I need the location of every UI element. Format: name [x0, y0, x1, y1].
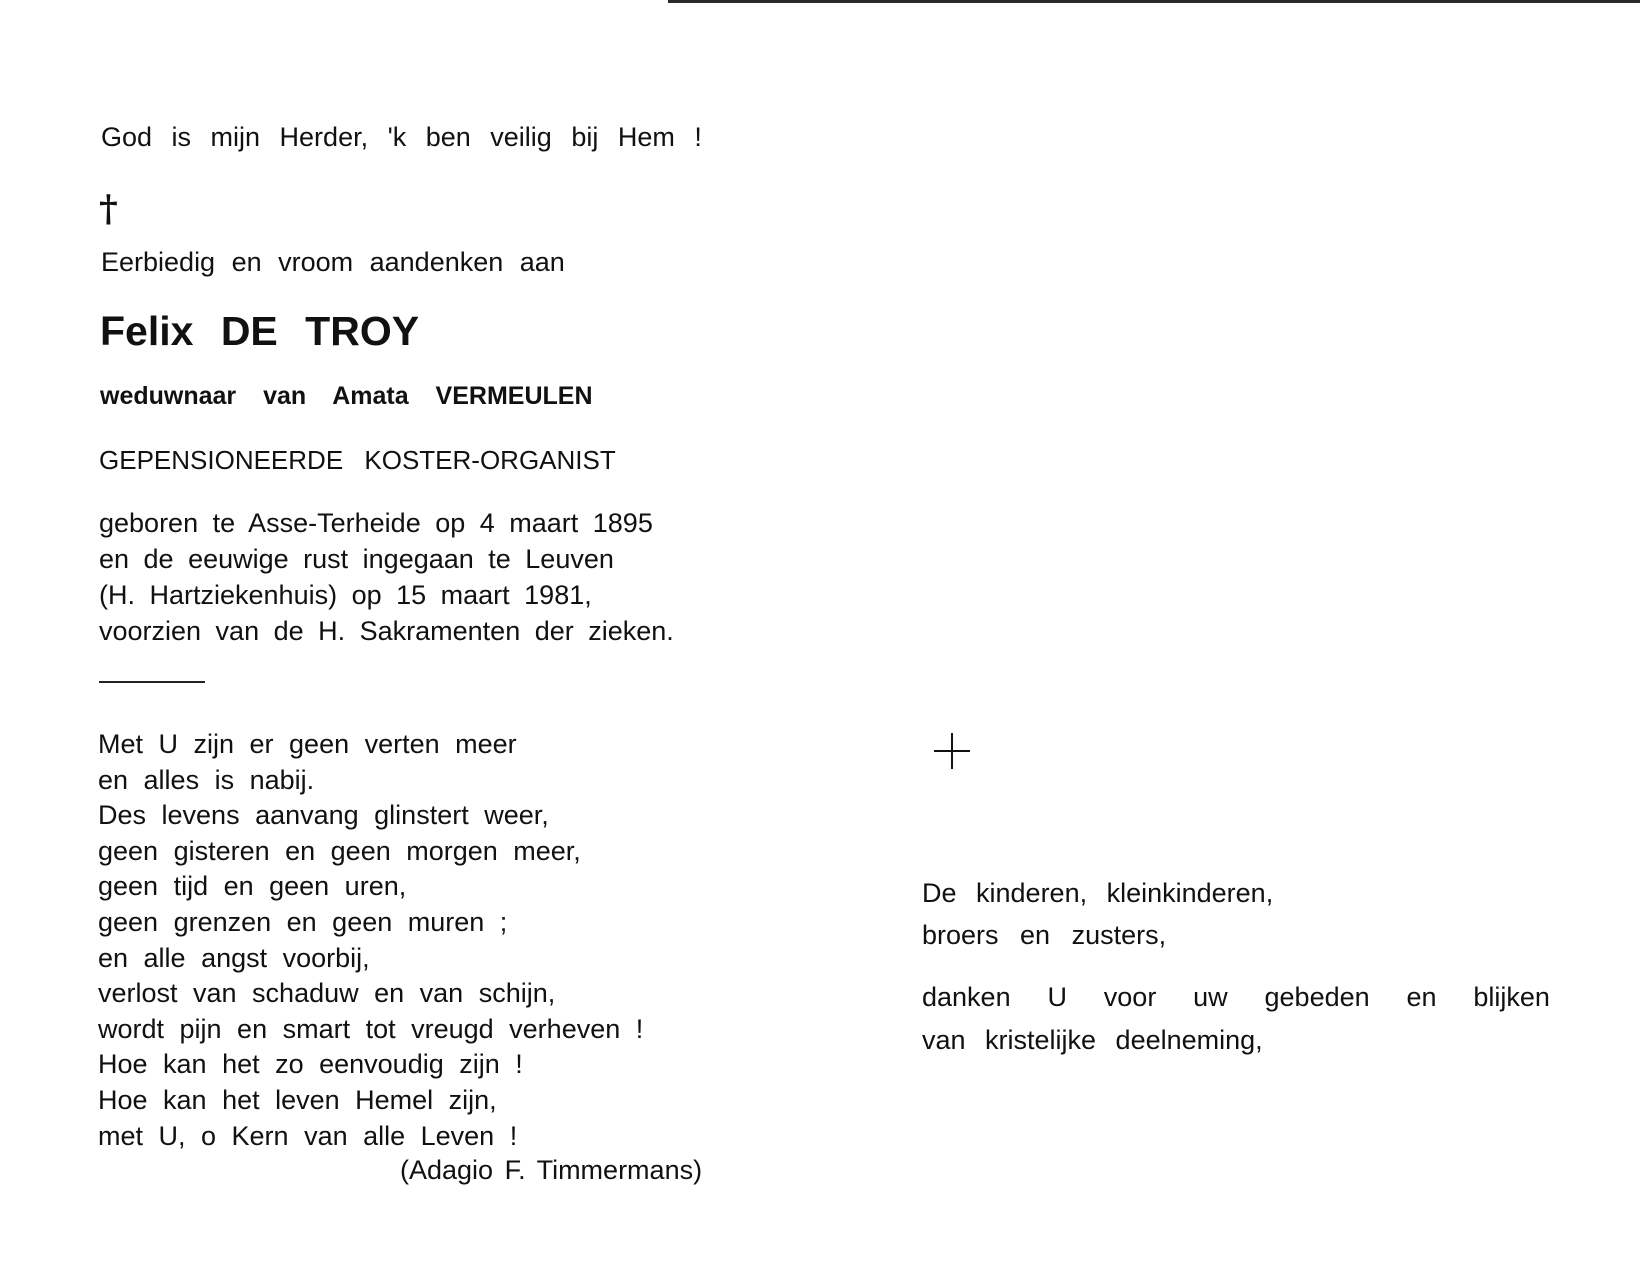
- poem-line: en alle angst voorbij,: [98, 942, 370, 973]
- poem-line: Hoe kan het zo eenvoudig zijn !: [98, 1049, 523, 1080]
- poem-line: verlost van schaduw en van schijn,: [98, 978, 556, 1009]
- thanks-line-1: [922, 984, 1550, 1011]
- dagger-cross-icon: †: [99, 188, 118, 230]
- poem-line: Hoe kan het leven Hemel zijn,: [98, 1084, 497, 1115]
- poem-line: met U, o Kern van alle Leven !: [98, 1120, 518, 1151]
- thanks-word: voor: [1103, 982, 1157, 1012]
- thanks-word: en: [1406, 982, 1437, 1012]
- biography: [99, 505, 674, 649]
- divider-line: [99, 681, 205, 683]
- thanks-word: uw: [1193, 982, 1228, 1012]
- profession: GEPENSIONEERDE KOSTER-ORGANIST: [99, 445, 616, 475]
- deceased-name: Felix DE TROY: [100, 308, 420, 354]
- thanks-line-2: van kristelijke deelneming,: [922, 1025, 1263, 1055]
- poem: [98, 727, 643, 1154]
- cross-icon: [934, 733, 970, 769]
- poem-credit: (Adagio F. Timmermans): [400, 1155, 703, 1185]
- bio-line: geboren te Asse-Terheide op 4 maart 1895: [99, 508, 653, 538]
- card-top-edge: [668, 0, 1640, 3]
- poem-line: Met U zijn er geen verten meer: [98, 729, 517, 759]
- thanks-word: U: [1047, 982, 1067, 1012]
- bio-line: en de eeuwige rust ingegaan te Leuven: [99, 544, 614, 574]
- thanks-word: danken: [922, 982, 1011, 1012]
- poem-line: en alles is nabij.: [98, 764, 315, 795]
- poem-line: geen gisteren en geen morgen meer,: [98, 835, 581, 866]
- intro-text: Eerbiedig en vroom aandenken aan: [101, 247, 565, 277]
- bio-line: voorzien van de H. Sakramenten der zieken.: [99, 616, 674, 646]
- poem-line: Des levens aanvang glinstert weer,: [98, 800, 549, 831]
- poem-line: geen grenzen en geen muren ;: [98, 906, 508, 937]
- bio-line: (H. Hartziekenhuis) op 15 maart 1981,: [99, 580, 592, 610]
- spouse-line: weduwnaar van Amata VERMEULEN: [100, 382, 593, 410]
- thanks-word: blijken: [1473, 982, 1550, 1012]
- family-line-1: De kinderen, kleinkinderen,: [922, 878, 1274, 908]
- poem-line: wordt pijn en smart tot vreugd verheven !: [98, 1013, 644, 1044]
- family-line-2: broers en zusters,: [922, 920, 1167, 950]
- motto: God is mijn Herder, 'k ben veilig bij Hem !: [101, 122, 702, 152]
- poem-line: geen tijd en geen uren,: [98, 871, 407, 902]
- thanks-word: gebeden: [1264, 982, 1370, 1012]
